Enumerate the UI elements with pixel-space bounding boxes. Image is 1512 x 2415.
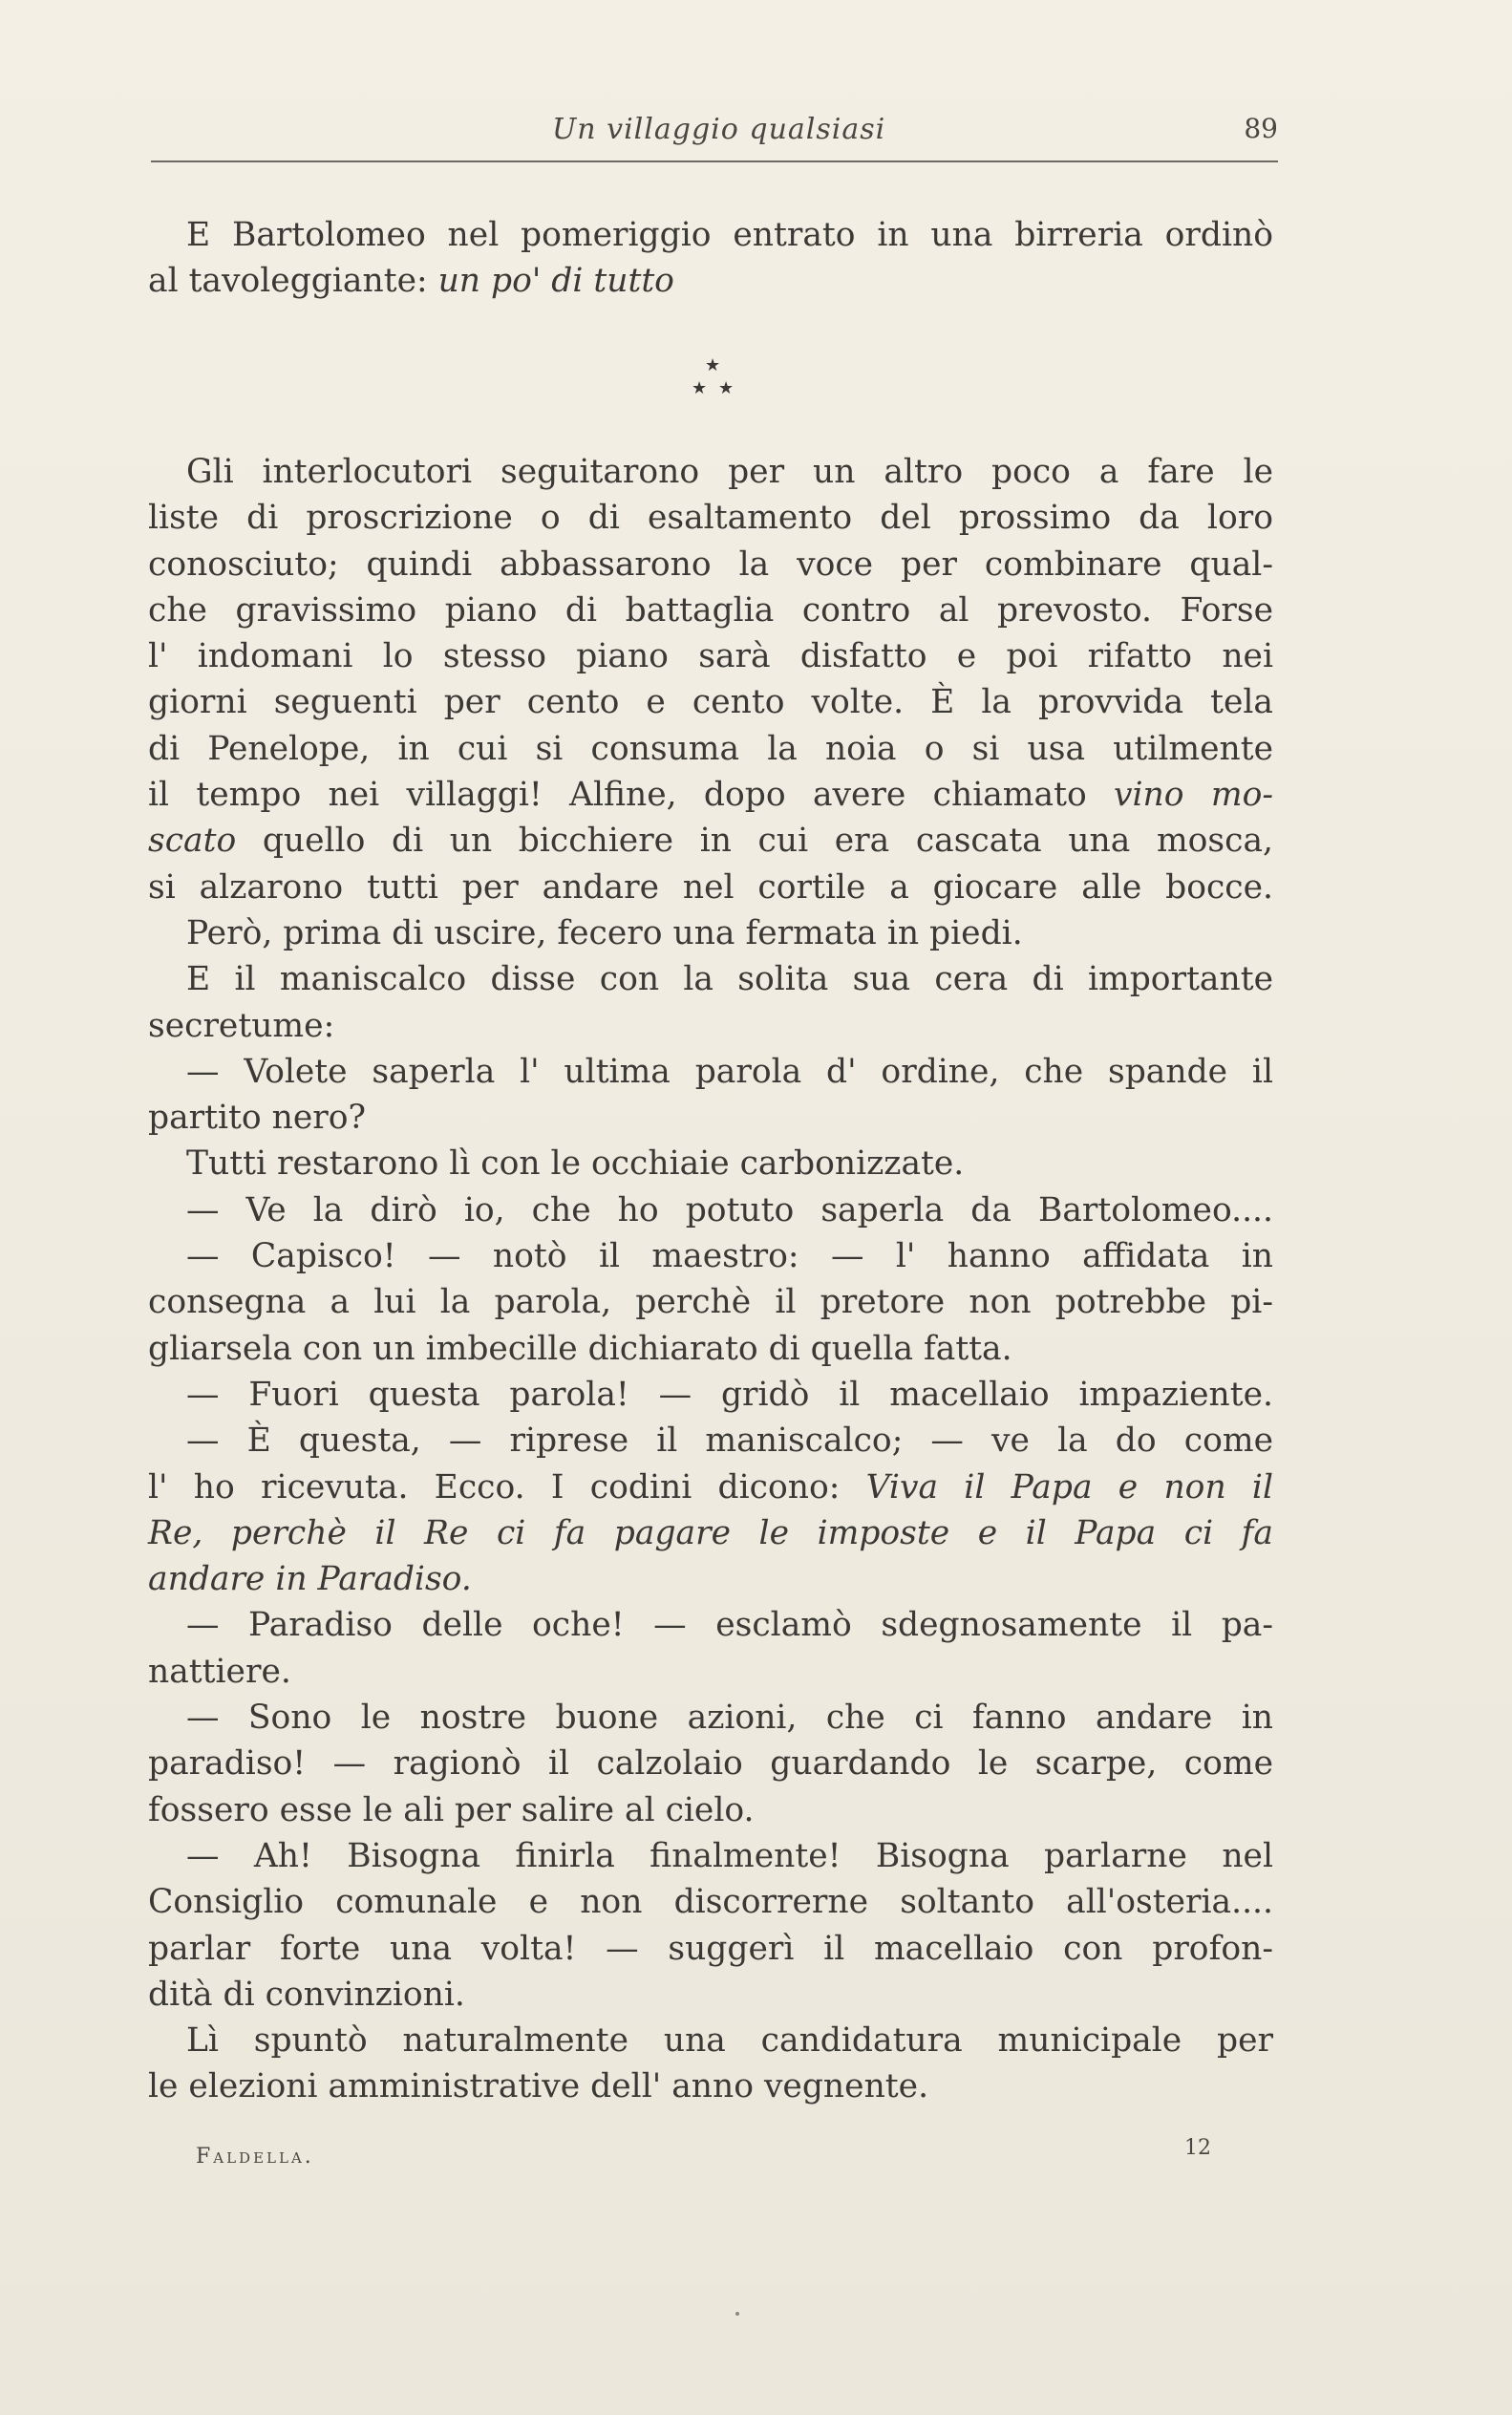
text-line: Tutti restarono lì con le occhiaie carbonizzate. xyxy=(186,1144,965,1184)
text-segment: il tempo nei villaggi! Alfine, dopo avere chiamato xyxy=(148,776,1115,815)
opening-paragraph xyxy=(148,212,1273,305)
text-line: conosciuto; quindi abbassarono la voce per combinare qual- xyxy=(148,545,1273,584)
running-title: Un villaggio qualsiasi xyxy=(552,113,886,146)
text-line: E Bartolomeo nel pomeriggio entrato in una birreria ordinò xyxy=(186,216,1273,254)
star-icon: ★ xyxy=(705,355,721,375)
text-line: l' indomani lo stesso piano sarà disfatto e poi rifatto nei xyxy=(148,637,1273,676)
text-line xyxy=(148,1464,1273,1510)
text-line: partito nero? xyxy=(148,1099,367,1138)
text-line: nattiere. xyxy=(148,1652,291,1691)
text-segment: quello di un bicchiere in cui era cascata una mosca, xyxy=(236,822,1273,861)
text-line: consegna a lui la parola, perchè il pretore non potrebbe pi- xyxy=(148,1283,1273,1322)
text-line: E il maniscalco disse con la solita sua cera di importante xyxy=(186,960,1273,999)
text-line: secretume: xyxy=(148,1006,335,1045)
text-segment: al tavoleggiante: xyxy=(148,262,438,301)
text-line: — Fuori questa parola! — gridò il macellaio impaziente. xyxy=(186,1375,1273,1414)
italic-quote: Viva il Papa e non il xyxy=(865,1467,1273,1507)
text-line: liste di proscrizione o di esaltamento del prossimo da loro xyxy=(148,499,1273,538)
page-header xyxy=(151,113,1278,162)
main-text xyxy=(148,449,1273,2110)
text-line: parlar forte una volta! — suggerì il macellaio con profon- xyxy=(148,1929,1273,1968)
footer-signature: Faldella. xyxy=(196,2145,314,2169)
text-line: giorni seguenti per cento e cento volte. È la provvida tela xyxy=(148,683,1273,722)
asterism-ornament xyxy=(669,355,745,403)
italic-term: scato xyxy=(148,822,237,861)
text-line: si alzarono tutti per andare nel cortile a giocare alle bocce. xyxy=(148,867,1273,907)
text-line: — Sono le nostre buone azioni, che ci fanno andare in xyxy=(186,1699,1273,1738)
text-line: — Ah! Bisogna finirla finalmente! Bisogna parlarne nel xyxy=(186,1836,1273,1875)
page-number: 89 xyxy=(1244,113,1278,144)
italic-quote: un po' di tutto xyxy=(437,262,674,301)
text-line: che gravissimo piano di battaglia contro al prevosto. Forse xyxy=(148,590,1273,630)
text-line: di Penelope, in cui si consuma la noia o si usa utilmente xyxy=(148,729,1273,768)
text-line xyxy=(148,772,1273,818)
text-line xyxy=(148,258,1273,304)
text-line: gliarsela con un imbecille dichiarato di quella fatta. xyxy=(148,1329,1012,1368)
text-line: — Ve la dirò io, che ho potuto saperla da Bartolomeo.... xyxy=(186,1190,1273,1229)
text-line xyxy=(148,818,1273,864)
text-line: paradiso! — ragionò il calzolaio guardando le scarpe, come xyxy=(148,1744,1273,1784)
italic-term: vino mo- xyxy=(1114,776,1273,815)
text-line: dità di convinzioni. xyxy=(148,1975,465,2014)
text-line: Gli interlocutori seguitarono per un altro poco a fare le xyxy=(186,453,1273,491)
star-icon: ★ xyxy=(692,378,708,398)
text-line: fossero esse le ali per salire al cielo. xyxy=(148,1790,755,1829)
text-line: Consiglio comunale e non discorrerne soltanto all'osteria.... xyxy=(148,1883,1273,1922)
text-line: le elezioni amministrative dell' anno vegnente. xyxy=(148,2067,929,2106)
text-line: — Volete saperla l' ultima parola d' ordine, che spande il xyxy=(186,1052,1273,1091)
text-line: — È questa, — riprese il maniscalco; — ve la do come xyxy=(186,1421,1273,1461)
sheet-number: 12 xyxy=(1184,2136,1211,2160)
italic-quote: Re, perchè il Re ci fa pagare le imposte e il Papa ci fa xyxy=(148,1513,1273,1552)
text-line: Però, prima di uscire, fecero una fermata in piedi. xyxy=(186,913,1023,952)
italic-quote: andare in Paradiso. xyxy=(148,1560,472,1599)
star-icon: ★ xyxy=(718,378,735,398)
paper-speck xyxy=(735,2312,739,2316)
text-segment: l' ho ricevuta. Ecco. I codini dicono: xyxy=(148,1467,866,1507)
text-line: — Capisco! — notò il maestro: — l' hanno affidata in xyxy=(186,1237,1273,1276)
text-line: Lì spuntò naturalmente una candidatura municipale per xyxy=(186,2021,1273,2061)
text-line: — Paradiso delle oche! — esclamò sdegnosamente il pa- xyxy=(186,1606,1273,1645)
